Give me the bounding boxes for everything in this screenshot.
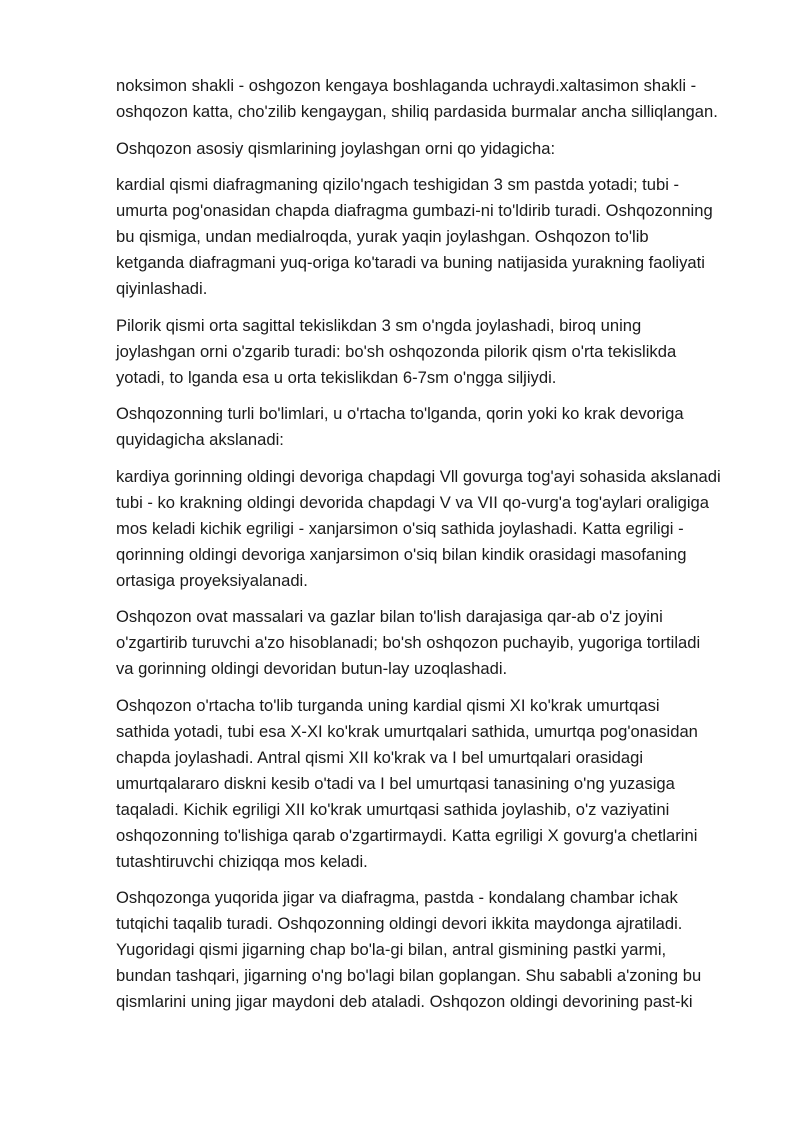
paragraph: noksimon shakli - oshgozon kengaya boshlaganda uchraydi.xaltasimon shakli - oshqozon katta, cho'zilib kengaygan, shiliq pardasida burmalar ancha silliqlangan. [116,76,718,121]
paragraph: kardial qismi diafragmaning qizilo'ngach teshigidan 3 sm pastda yotadi; tubi - umurta pog'onasidan chapda diafragma gumbazi-ni to'ldirib turadi. Oshqozonning bu qismiga, undan medialroqda, yurak yaqin joylashgan. Oshqozon to'lib ketganda diafragmani yuq-origa ko'taradi va buning natijasida yurakning faoliyati qiyinlashadi. [116,175,713,298]
paragraph: Pilorik qismi orta sagittal tekislikdan 3 sm o'ngda joylashadi, biroq uning joylashgan orni o'zgarib turadi: bo'sh oshqozonda pilorik qism o'rta tekislikda yotadi, to lganda esa u orta tekislikdan 6-7sm o'ngga siljiydi. [116,315,677,387]
document-body [116,73,754,1026]
paragraph: Oshqozonga yuqorida jigar va diafragma, pastda - kondalang chambar ichak tutqichi taqalib turadi. Oshqozonning oldingi devori ikkita maydonga ajratiladi. Yugoridagi qismi jigarning chap bo'la-gi bilan, antral gismining pastki yarmi, bundan tashqari, jigarning o'ng bo'lagi bilan goplangan. Shu sababli a'zoning bu qismlarini uning jigar maydoni deb ataladi. Oshqozon oldingi devorining past-ki [116,888,702,1011]
paragraph: Oshqozon ovat massalari va gazlar bilan to'lish darajasiga qar-ab o'z joyini o'zgartirib turuvchi a'zo hisoblanadi; bo'sh oshqozon puchayib, yugoriga tortiladi va gorinning oldingi devoridan butun-lay uzoqlashadi. [116,607,701,678]
paragraph: Oshqozonning turli bo'limlari, u o'rtacha to'lganda, qorin yoki ko krak devoriga quyidagicha akslanadi: [116,404,684,449]
paragraph: Oshqozon o'rtacha to'lib turganda uning kardial qismi XI ko'krak umurtqasi sathida yotadi, tubi esa X-XI ko'krak umurtqalari sathida, umurtqa pog'onasidan chapda joylashadi. Antral qismi XII ko'krak va I bel umurtqalari orasidagi umurtqalararo diskni kesib o'tadi va I bel umurtqasi tanasining o'ng yuzasiga taqaladi. Kichik egriligi XII ko'krak umurtqasi sathida joylashib, o'z vaziyatini oshqozonning to'lishiga qarab o'zgartirmaydi. Katta egriligi X govurg'a chetlarini tutashtiruvchi chiziqqa mos keladi. [116,695,698,871]
paragraph: Oshqozon asosiy qismlarining joylashgan orni qo yidagicha: [116,138,556,158]
paragraph: kardiya gorinning oldingi devoriga chapdagi Vll govurga tog'ayi sohasida akslanadi tubi - ko krakning oldingi devorida chapdagi V va VII qo-vurg'a tog'aylari oraligiga mos keladi kichik egriligi - xanjarsimon o'siq sathida joylashadi. Katta egriligi - qorinning oldingi devoriga xanjarsimon o'siq bilan kindik orasidagi masofaning ortasiga proyeksiyalanadi. [116,466,721,590]
